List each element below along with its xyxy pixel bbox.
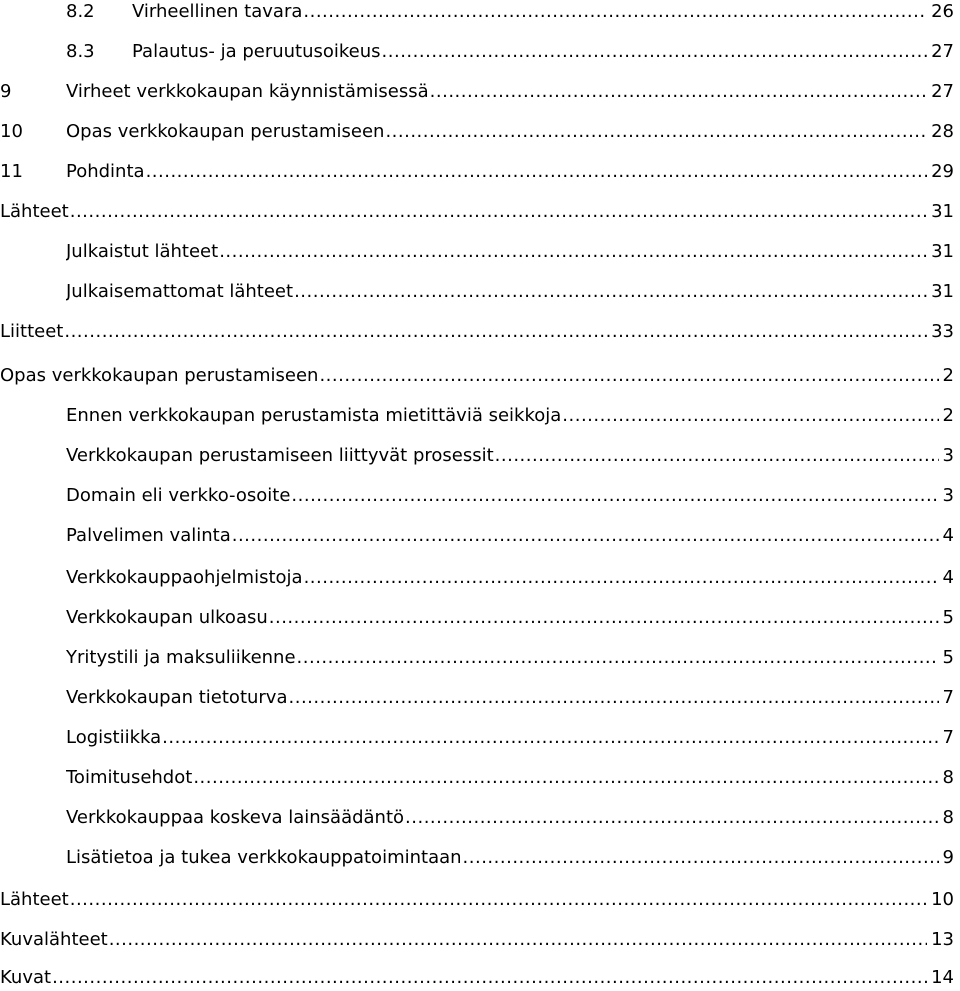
toc-entry-title: Verkkokaupan perustamiseen liittyvät prosessit (66, 445, 494, 466)
toc-entry[interactable] (0, 80, 954, 104)
toc-entry-page: 4 (942, 567, 954, 588)
toc-entry-title: Lähteet (0, 889, 69, 910)
toc-entry-title: Toimitusehdot (66, 767, 193, 788)
toc-entry-page: 4 (942, 525, 954, 546)
toc-entry[interactable] (66, 806, 954, 830)
toc-entry[interactable] (66, 524, 954, 548)
dot-leader (70, 888, 927, 912)
dot-leader (193, 766, 938, 790)
dot-leader (319, 364, 938, 388)
dot-leader (291, 484, 938, 508)
toc-entry-title: Verkkokaupan ulkoasu (66, 607, 268, 628)
toc-entry-title: Yritystili ja maksuliikenne (66, 647, 296, 668)
dot-leader (405, 806, 939, 830)
dot-leader (109, 928, 927, 952)
toc-entry[interactable] (0, 966, 954, 990)
toc-entry[interactable] (66, 646, 954, 670)
dot-leader (303, 0, 927, 24)
toc-entry-title: Virheellinen tavara (132, 1, 303, 22)
toc-entry[interactable] (66, 606, 954, 630)
toc-entry[interactable] (66, 566, 954, 590)
dot-leader (162, 726, 938, 750)
dot-leader (385, 120, 927, 144)
dot-leader (219, 240, 927, 264)
toc-entry[interactable] (66, 686, 954, 710)
toc-entry[interactable] (66, 444, 954, 468)
toc-entry-title: Julkaistut lähteet (66, 241, 219, 262)
dot-leader (269, 606, 939, 630)
toc-entry-page: 8 (942, 767, 954, 788)
toc-entry-page: 2 (942, 365, 954, 386)
toc-entry-title: Ennen verkkokaupan perustamista mietittäviä seikkoja (66, 405, 562, 426)
toc-entry-title: Opas verkkokaupan perustamiseen (0, 365, 319, 386)
toc-entry-title: Virheet verkkokaupan käynnistämisessä (66, 81, 429, 102)
toc-entry-title: Julkaisemattomat lähteet (66, 281, 294, 302)
toc-entry[interactable] (66, 240, 954, 264)
toc-entry[interactable] (66, 726, 954, 750)
toc-entry[interactable] (66, 404, 954, 428)
toc-entry[interactable] (66, 846, 954, 870)
dot-leader (430, 80, 927, 104)
toc-entry-page: 13 (931, 929, 954, 950)
toc-entry[interactable] (0, 120, 954, 144)
toc-entry[interactable] (66, 40, 954, 64)
toc-entry-page: 2 (942, 405, 954, 426)
dot-leader (297, 646, 939, 670)
toc-entry-title: Verkkokauppaohjelmistoja (66, 567, 303, 588)
dot-leader (304, 566, 939, 590)
toc-entry-number: 8.2 (66, 1, 95, 22)
toc-entry[interactable] (0, 364, 954, 388)
toc-entry-page: 3 (942, 485, 954, 506)
toc-entry[interactable] (0, 928, 954, 952)
toc-entry-page: 27 (931, 81, 954, 102)
dot-leader (70, 200, 927, 224)
toc-entry[interactable] (0, 200, 954, 224)
toc-entry-title: Lisätietoa ja tukea verkkokauppatoimintaan (66, 847, 462, 868)
toc-entry-page: 5 (942, 607, 954, 628)
toc-entry-title: Lähteet (0, 201, 69, 222)
dot-leader (562, 404, 938, 428)
dot-leader (289, 686, 939, 710)
dot-leader (52, 966, 927, 990)
dot-leader (146, 160, 928, 184)
toc-entry-page: 31 (931, 281, 954, 302)
toc-entry-page: 33 (931, 321, 954, 342)
toc-entry-page: 7 (942, 727, 954, 748)
dot-leader (463, 846, 939, 870)
dot-leader (64, 320, 927, 344)
toc-entry[interactable] (0, 320, 954, 344)
toc-entry-page: 31 (931, 241, 954, 262)
toc-entry-title: Domain eli verkko-osoite (66, 485, 291, 506)
toc-entry-page: 29 (931, 161, 954, 182)
toc-entry-title: Kuvalähteet (0, 929, 108, 950)
dot-leader (232, 524, 939, 548)
toc-entry-number: 9 (0, 81, 12, 102)
toc-entry-page: 3 (942, 445, 954, 466)
toc-entry-page: 28 (931, 121, 954, 142)
toc-entry-page: 26 (931, 1, 954, 22)
dot-leader (294, 280, 927, 304)
toc-entry-page: 5 (942, 647, 954, 668)
toc-entry[interactable] (66, 484, 954, 508)
toc-entry-number: 8.3 (66, 41, 95, 62)
dot-leader (495, 444, 939, 468)
toc-entry[interactable] (66, 766, 954, 790)
toc-entry[interactable] (0, 160, 954, 184)
toc-entry-page: 10 (931, 889, 954, 910)
toc-entry-page: 27 (931, 41, 954, 62)
toc-entry[interactable] (0, 888, 954, 912)
toc-entry-page: 31 (931, 201, 954, 222)
toc-entry-number: 10 (0, 121, 23, 142)
toc-entry-page: 8 (942, 807, 954, 828)
toc-entry-title: Liitteet (0, 321, 64, 342)
toc-entry-title: Verkkokaupan tietoturva (66, 687, 288, 708)
dot-leader (382, 40, 928, 64)
toc-entry-title: Kuvat (0, 967, 52, 988)
toc-entry-title: Pohdinta (66, 161, 145, 182)
toc-entry[interactable] (66, 0, 954, 24)
toc-entry-title: Opas verkkokaupan perustamiseen (66, 121, 385, 142)
toc-entry-title: Palautus- ja peruutusoikeus (132, 41, 381, 62)
toc-entry-page: 9 (942, 847, 954, 868)
toc-entry[interactable] (66, 280, 954, 304)
toc-entry-page: 7 (942, 687, 954, 708)
toc-entry-page: 14 (931, 967, 954, 988)
toc-entry-title: Logistiikka (66, 727, 162, 748)
toc-entry-number: 11 (0, 161, 23, 182)
toc-entry-title: Palvelimen valinta (66, 525, 231, 546)
toc-entry-title: Verkkokauppaa koskeva lainsäädäntö (66, 807, 405, 828)
